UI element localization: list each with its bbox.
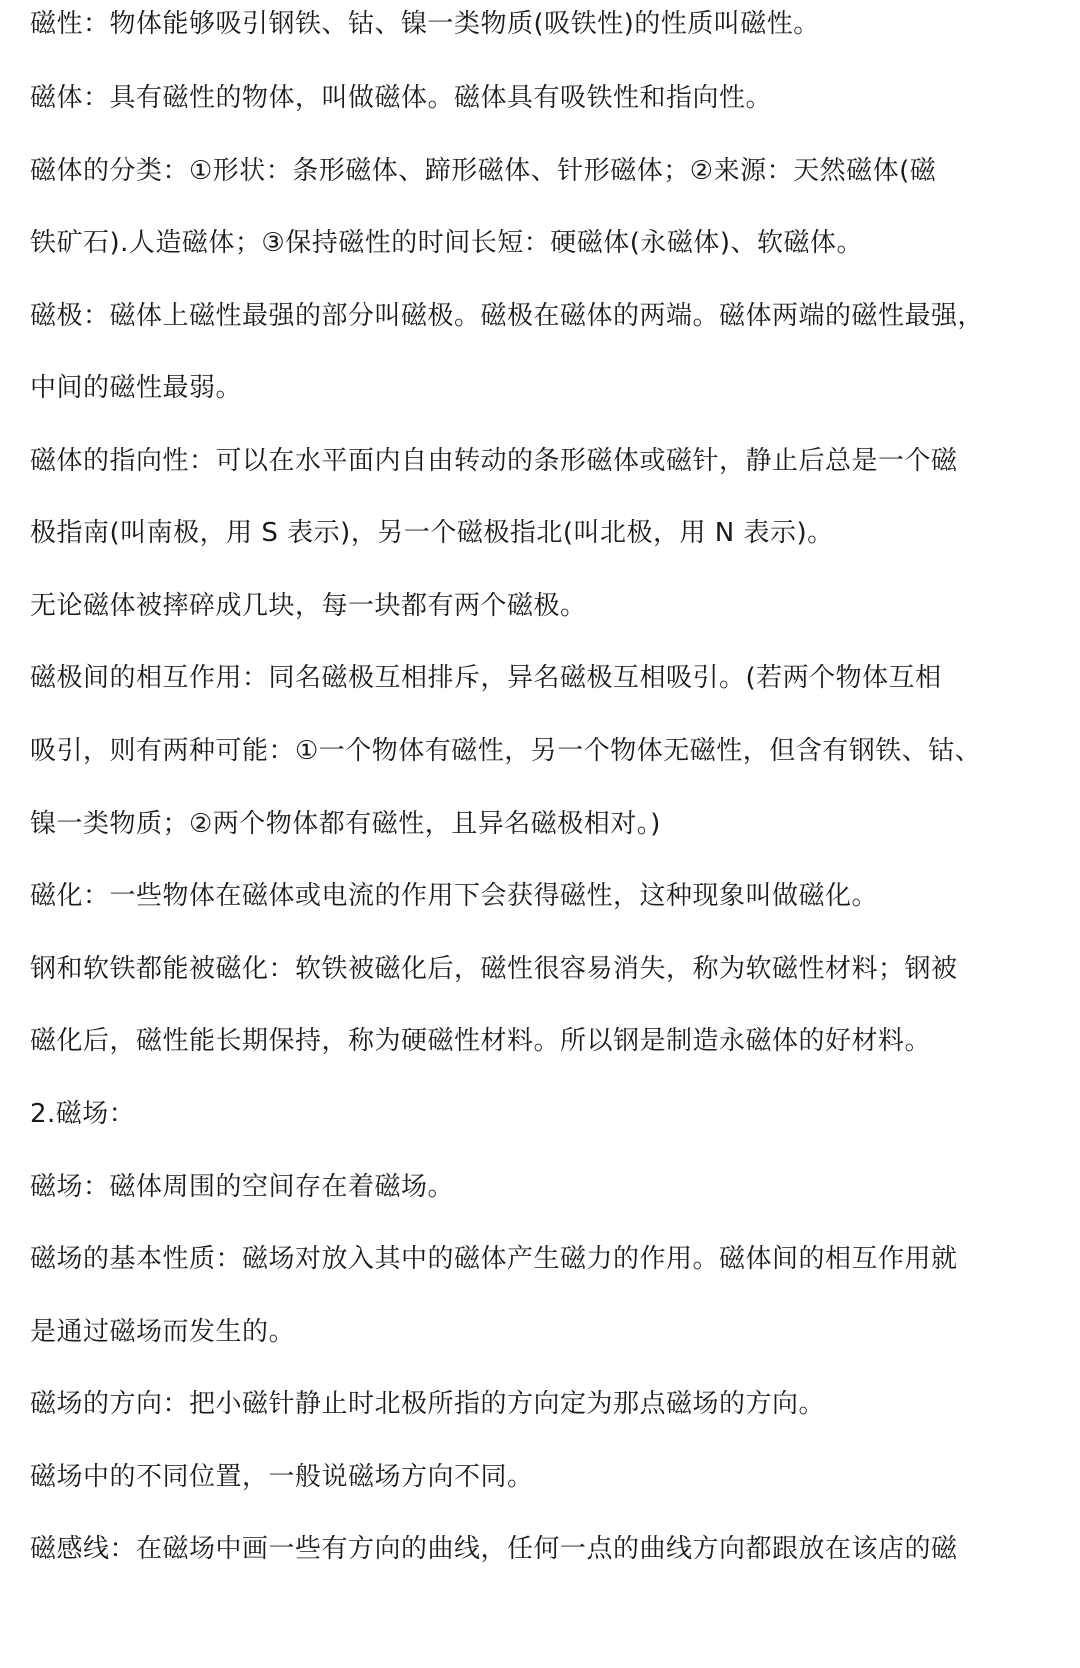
text-line-19: 是通过磁场而发生的。 (30, 1317, 296, 1347)
text-line-11: 吸引，则有两种可能：①一个物体有磁性，另一个物体无磁性，但含有钢铁、钴、 (30, 736, 982, 766)
text-line-13: 磁化：一些物体在磁体或电流的作用下会获得磁性，这种现象叫做磁化。 (30, 881, 879, 911)
text-line-21: 磁场中的不同位置，一般说磁场方向不同。 (30, 1462, 534, 1492)
text-line-22: 磁感线：在磁场中画一些有方向的曲线，任何一点的曲线方向都跟放在该店的磁 (30, 1534, 958, 1564)
text-line-2: 磁体：具有磁性的物体，叫做磁体。磁体具有吸铁性和指向性。 (30, 83, 773, 113)
text-line-1: 磁性：物体能够吸引钢铁、钴、镍一类物质(吸铁性)的性质叫磁性。 (30, 9, 820, 39)
text-line-17: 磁场：磁体周围的空间存在着磁场。 (30, 1172, 455, 1202)
text-line-12: 镍一类物质；②两个物体都有磁性，且异名磁极相对。) (30, 809, 661, 839)
text-line-8: 极指南(叫南极，用 S 表示)，另一个磁极指北(叫北极，用 N 表示)。 (30, 518, 834, 548)
text-line-14: 钢和软铁都能被磁化：软铁被磁化后，磁性很容易消失，称为软磁性材料；钢被 (30, 954, 958, 984)
text-line-20: 磁场的方向：把小磁针静止时北极所指的方向定为那点磁场的方向。 (30, 1389, 826, 1419)
text-line-15: 磁化后，磁性能长期保持，称为硬磁性材料。所以钢是制造永磁体的好材料。 (30, 1026, 932, 1056)
text-line-3: 磁体的分类：①形状：条形磁体、蹄形磁体、针形磁体；②来源：天然磁体(磁 (30, 156, 937, 186)
text-line-6: 中间的磁性最弱。 (30, 373, 243, 403)
text-line-18: 磁场的基本性质：磁场对放入其中的磁体产生磁力的作用。磁体间的相互作用就 (30, 1244, 958, 1274)
text-line-9: 无论磁体被摔碎成几块，每一块都有两个磁极。 (30, 591, 587, 621)
text-line-10: 磁极间的相互作用：同名磁极互相排斥，异名磁极互相吸引。(若两个物体互相 (30, 663, 942, 693)
text-line-7: 磁体的指向性：可以在水平面内自由转动的条形磁体或磁针，静止后总是一个磁 (30, 446, 958, 476)
text-line-4: 铁矿石).人造磁体；③保持磁性的时间长短：硬磁体(永磁体)、软磁体。 (30, 228, 864, 258)
text-line-5: 磁极：磁体上磁性最强的部分叫磁极。磁极在磁体的两端。磁体两端的磁性最强， (30, 301, 985, 331)
section-heading: 2.磁场： (30, 1099, 136, 1129)
